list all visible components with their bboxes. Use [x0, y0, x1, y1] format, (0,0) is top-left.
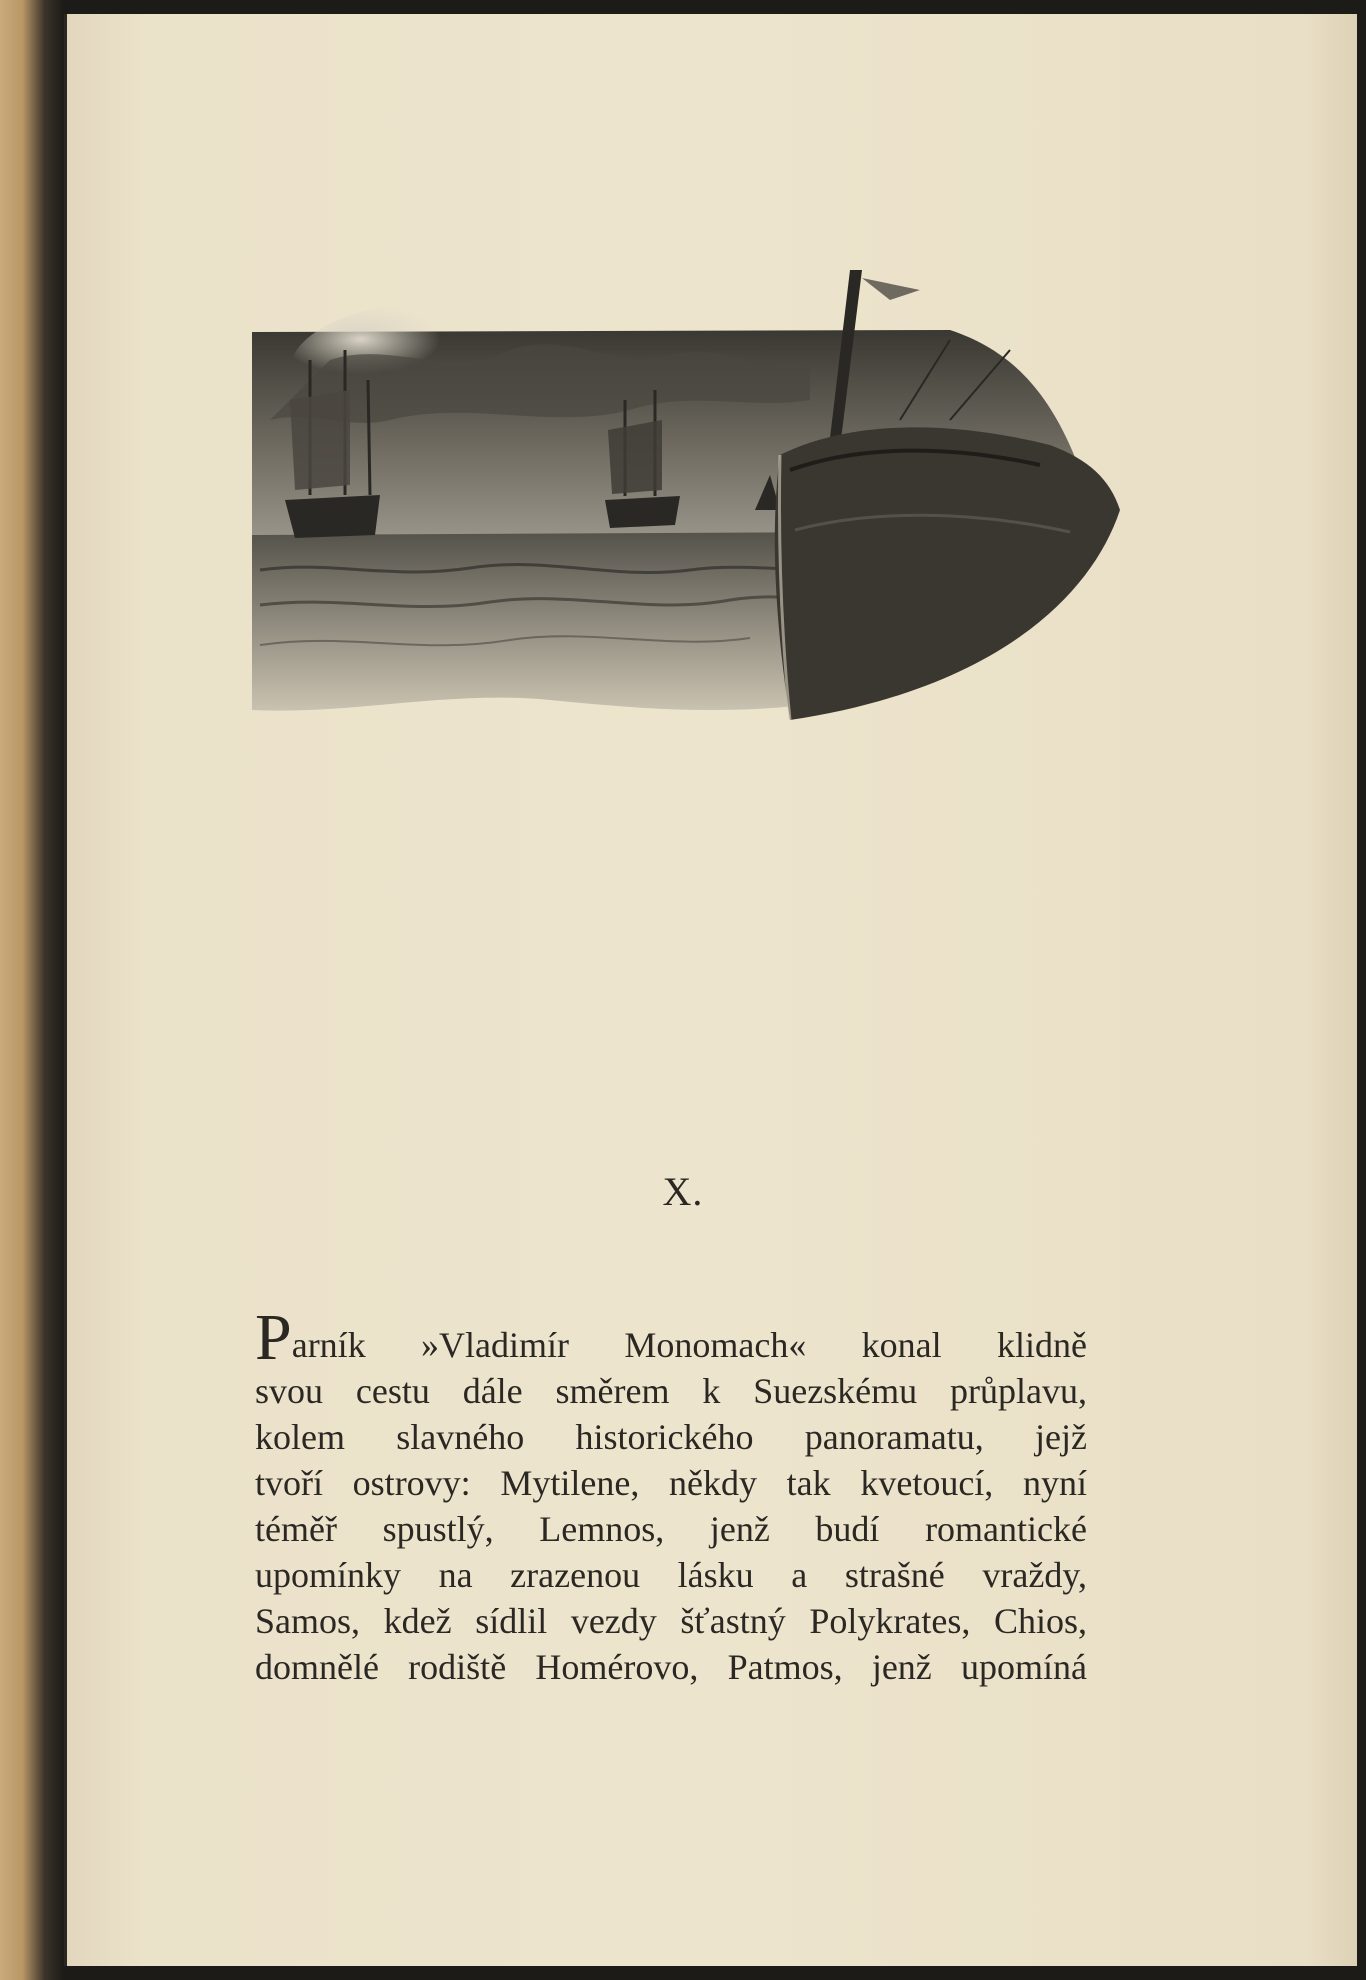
book-gutter — [0, 0, 64, 1980]
paragraph-line-1 — [255, 1301, 1087, 1374]
paragraph-line-4: tvoří ostrovy: Mytilene, někdy tak kvetoucí, nyní — [255, 1463, 1087, 1503]
paragraph-line-6: upomínky na zrazenou lásku a strašné vraždy, — [255, 1555, 1087, 1595]
paragraph-line-2: svou cestu dále směrem k Suezskému průplavu, — [255, 1371, 1087, 1411]
paragraph-line-7: Samos, kdež sídlil vezdy šťastný Polykrates, Chios, — [255, 1601, 1087, 1641]
chapter-number: X. — [662, 1169, 704, 1214]
chapter-paragraph — [255, 1301, 1087, 1690]
paragraph-line-5: téměř spustlý, Lemnos, jenž budí romantické — [255, 1509, 1087, 1549]
paragraph-line-3: kolem slavného historického panoramatu, jejž — [255, 1417, 1087, 1457]
ships-illustration — [250, 270, 1120, 750]
drop-cap: P — [255, 1301, 292, 1374]
line-text: arník »Vladimír Monomach« konal klidně — [291, 1325, 1087, 1365]
paragraph-line-8: domnělé rodiště Homérovo, Patmos, jenž upomíná — [255, 1647, 1087, 1687]
